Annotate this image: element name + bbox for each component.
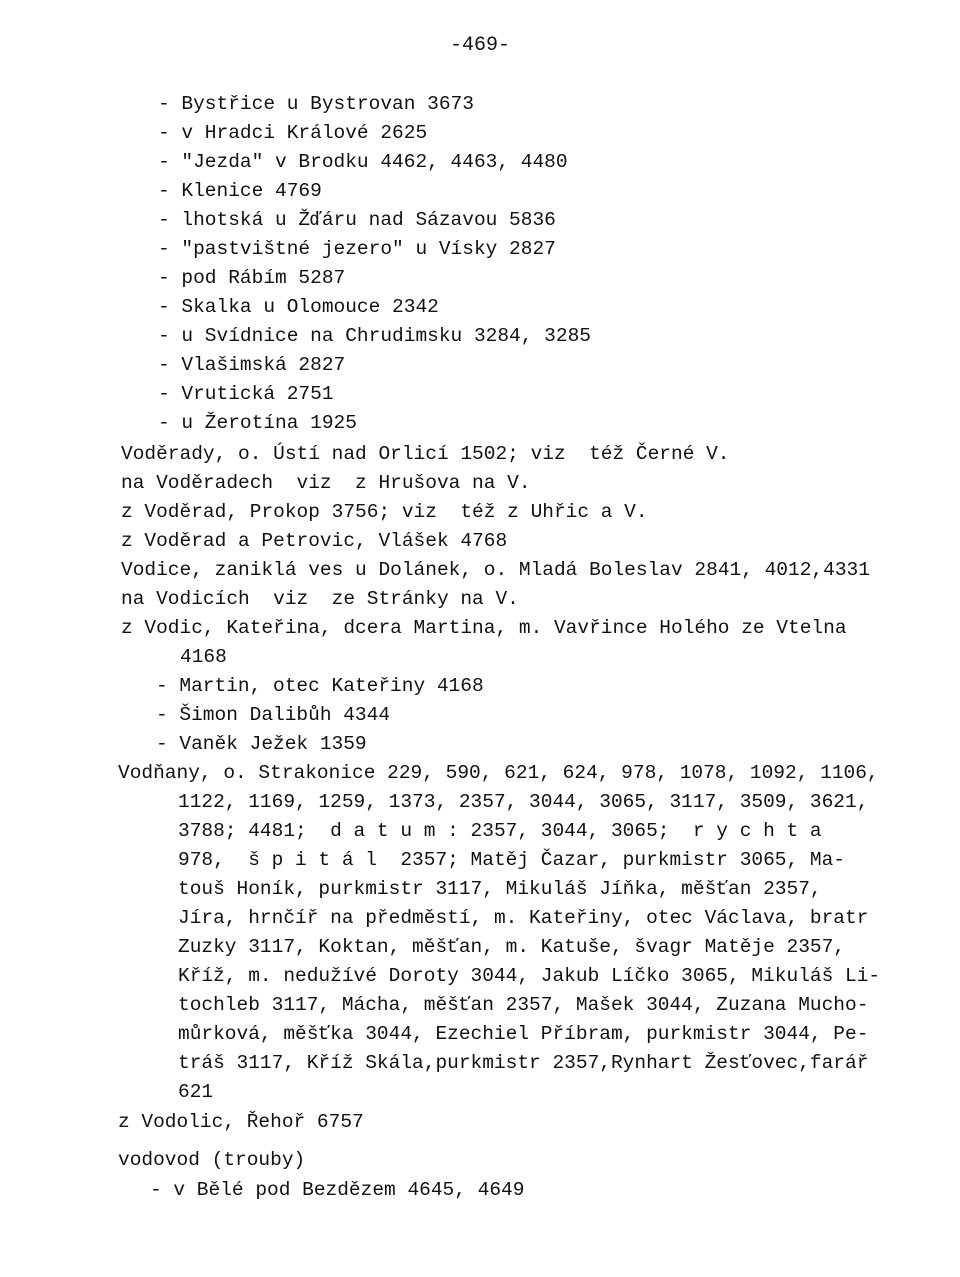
- text-line: - Vaněk Ježek 1359: [156, 733, 367, 755]
- text-line: Jíra, hrnčíř na předměstí, m. Kateřiny, otec Václava, bratr: [178, 907, 869, 929]
- text-line: z Vodic, Kateřina, dcera Martina, m. Vavřince Holého ze Vtelna: [121, 617, 847, 639]
- text-line: Zuzky 3117, Koktan, měšťan, m. Katuše, švagr Matěje 2357,: [178, 936, 846, 958]
- text-line: 1122, 1169, 1259, 1373, 2357, 3044, 3065, 3117, 3509, 3621,: [178, 791, 869, 813]
- text-line: Vodice, zaniklá ves u Dolánek, o. Mladá Boleslav 2841, 4012,4331: [121, 559, 870, 581]
- text-line: - Šimon Dalibůh 4344: [156, 704, 391, 726]
- text-line: touš Honík, purkmistr 3117, Mikuláš Jíňka, měšťan 2357,: [178, 878, 822, 900]
- page-number: -469-: [449, 34, 510, 57]
- text-line: vodovod (trouby): [118, 1149, 306, 1171]
- text-line: - "Jezda" v Brodku 4462, 4463, 4480: [158, 151, 568, 173]
- text-line: - u Svídnice na Chrudimsku 3284, 3285: [158, 325, 591, 347]
- text-line: - pod Rábím 5287: [158, 267, 346, 289]
- text-line: - "pastvištné jezero" u Vísky 2827: [158, 238, 556, 260]
- text-line: - u Žerotína 1925: [158, 412, 357, 434]
- text-line: z Voděrad, Prokop 3756; viz též z Uhřic a V.: [121, 501, 648, 523]
- text-line: - Skalka u Olomouce 2342: [158, 296, 439, 318]
- text-line: - Bystřice u Bystrovan 3673: [158, 93, 474, 115]
- text-line: - Vrutická 2751: [158, 383, 334, 405]
- text-line: na Vodicích viz ze Stránky na V.: [121, 588, 519, 610]
- text-line: - lhotská u Žďáru nad Sázavou 5836: [158, 209, 556, 231]
- text-line: z Vodolic, Řehoř 6757: [118, 1111, 364, 1133]
- text-line: - Klenice 4769: [158, 180, 322, 202]
- text-line: můrková, měšťka 3044, Ezechiel Příbram, purkmistr 3044, Pe-: [178, 1023, 869, 1045]
- text-line: - v Bělé pod Bezdězem 4645, 4649: [150, 1179, 525, 1201]
- text-line: na Voděradech viz z Hrušova na V.: [121, 472, 531, 494]
- text-line: 978, š p i t á l 2357; Matěj Čazar, purkmistr 3065, Ma-: [178, 849, 846, 871]
- text-line: - Martin, otec Kateřiny 4168: [156, 675, 484, 697]
- text-line: z Voděrad a Petrovic, Vlášek 4768: [121, 530, 508, 552]
- text-line: - v Hradci Králové 2625: [158, 122, 428, 144]
- text-line: 3788; 4481; d a t u m : 2357, 3044, 3065; r y c h t a: [178, 820, 822, 842]
- text-line: 621: [178, 1081, 214, 1103]
- text-line: tráš 3117, Kříž Skála,purkmistr 2357,Rynhart Žesťovec,farář: [178, 1052, 869, 1074]
- text-line: Kříž, m. nedužívé Doroty 3044, Jakub Líčko 3065, Mikuláš Li-: [178, 965, 881, 987]
- text-line: Vodňany, o. Strakonice 229, 590, 621, 624, 978, 1078, 1092, 1106,: [118, 762, 879, 784]
- text-line: tochleb 3117, Mácha, měšťan 2357, Mašek 3044, Zuzana Mucho-: [178, 994, 869, 1016]
- text-line: Voděrady, o. Ústí nad Orlicí 1502; viz též Černé V.: [121, 443, 730, 465]
- text-line: 4168: [180, 646, 227, 668]
- text-line: - Vlašimská 2827: [158, 354, 346, 376]
